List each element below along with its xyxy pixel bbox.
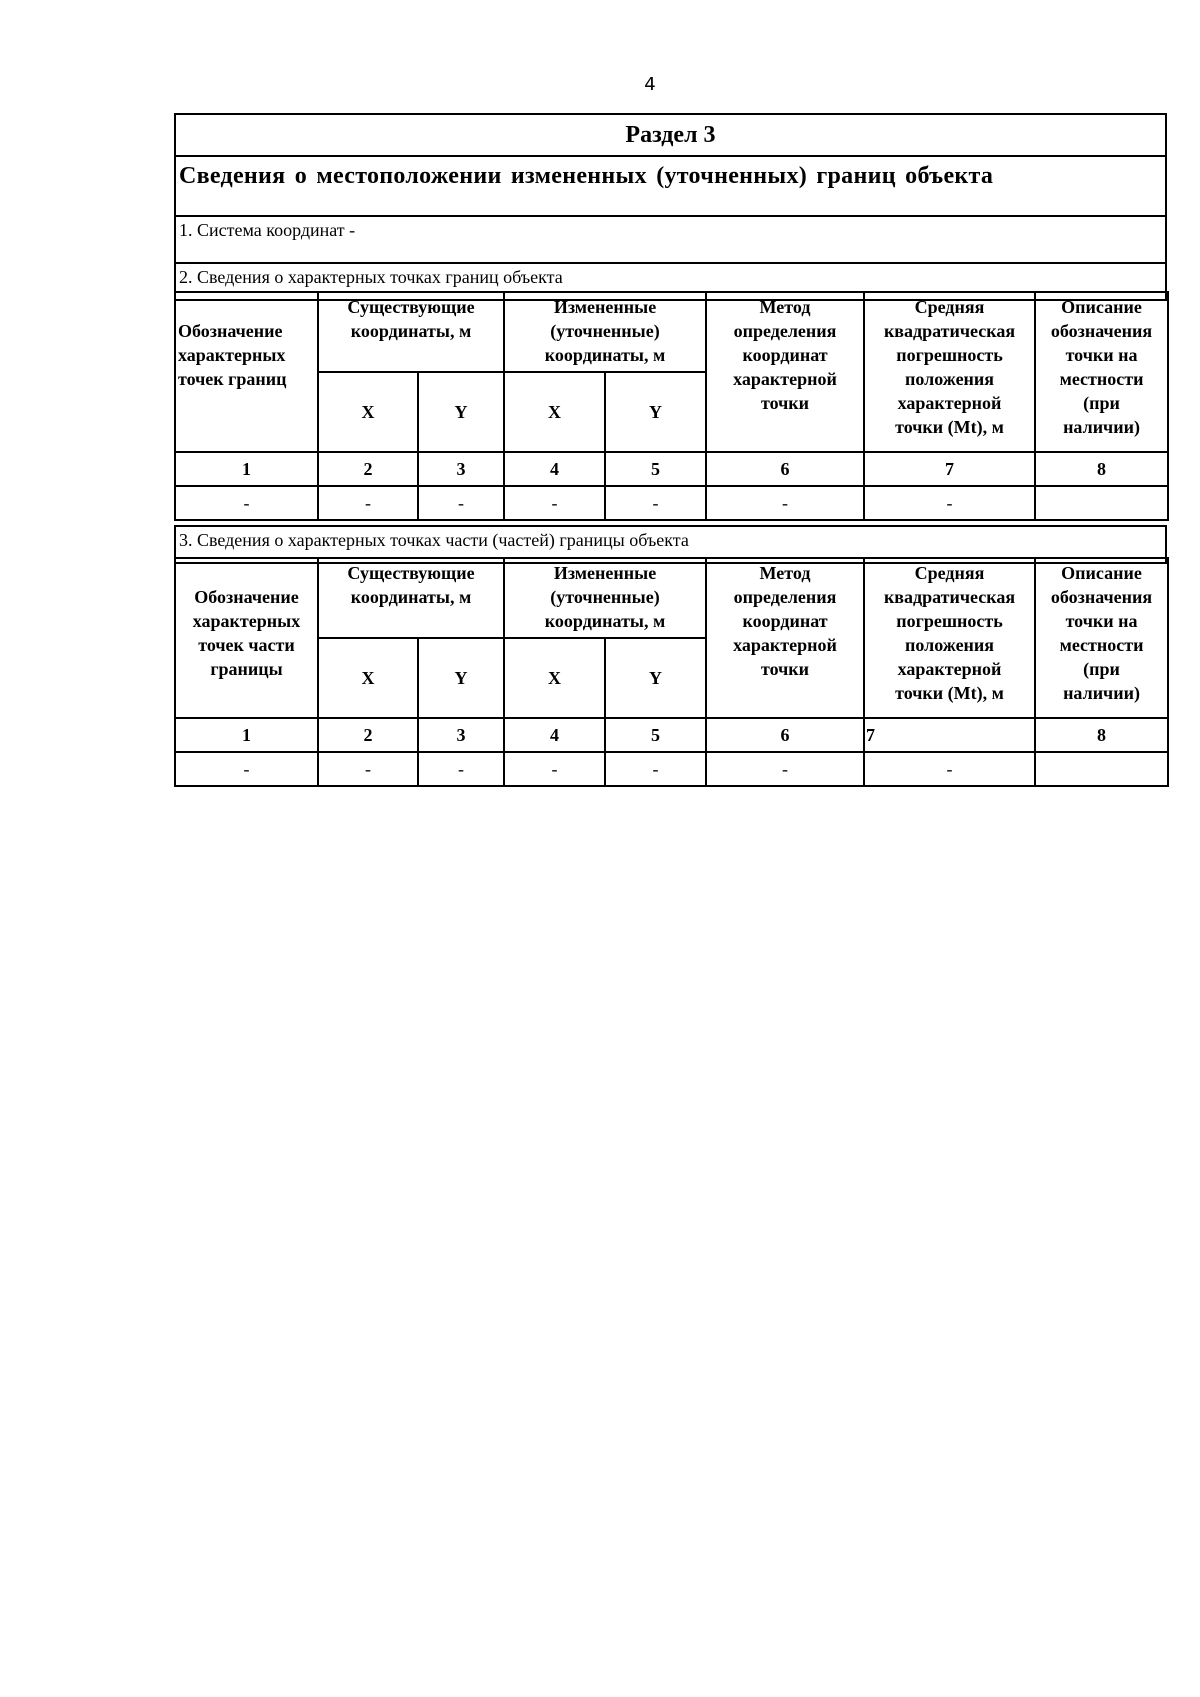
header-changed-x: X (504, 638, 605, 718)
header-changed-y: Y (605, 638, 706, 718)
table-row (175, 752, 1168, 786)
data-cell: - (605, 752, 706, 786)
header-line: положения (904, 635, 995, 655)
index-row (175, 452, 1168, 486)
header-line: наличии) (1063, 417, 1140, 437)
header-line: Описание (1061, 297, 1142, 317)
header-line: точек границ (178, 369, 287, 389)
data-cell: - (175, 486, 318, 520)
header-existing-y: Y (418, 638, 504, 718)
index-cell: 7 (864, 718, 1035, 752)
section-header-table (174, 113, 1167, 301)
header-line: точки на (1065, 611, 1138, 631)
index-row (175, 718, 1168, 752)
header-line: (при (1083, 659, 1120, 679)
header-line: границы (210, 659, 283, 679)
header-line: Средняя (914, 563, 985, 583)
index-cell: 6 (706, 718, 864, 752)
data-cell: - (864, 752, 1035, 786)
header-existing-coords (318, 292, 504, 372)
header-line: характерной (897, 659, 1002, 679)
header-changed-x: X (504, 372, 605, 452)
header-line: Существующие (347, 563, 475, 583)
header-line: характерных (192, 611, 301, 631)
header-line: (уточненные) (550, 321, 660, 341)
header-mean-error (864, 292, 1035, 452)
header-line: (уточненные) (550, 587, 660, 607)
data-cell: - (504, 486, 605, 520)
data-cell: - (706, 752, 864, 786)
header-line: квадратическая (883, 321, 1016, 341)
index-cell: 2 (318, 452, 418, 486)
header-line: Метод (759, 563, 811, 583)
coordinate-system: 1. Система координат - (175, 216, 1166, 263)
header-line: погрешность (896, 345, 1003, 365)
index-cell: 8 (1035, 718, 1168, 752)
header-line: точки (Mt), м (895, 683, 1004, 703)
index-cell: 6 (706, 452, 864, 486)
header-line: местности (1059, 635, 1144, 655)
index-cell: 3 (418, 452, 504, 486)
header-line: точки (Mt), м (895, 417, 1004, 437)
header-line: Измененные (553, 563, 657, 583)
header-line: характерной (733, 369, 837, 389)
header-description (1035, 558, 1168, 718)
header-line: Описание (1061, 563, 1142, 583)
header-line: Метод (759, 297, 811, 317)
index-cell: 2 (318, 718, 418, 752)
header-method (706, 558, 864, 718)
header-line: Измененные (553, 297, 657, 317)
header-changed-coords (504, 292, 706, 372)
header-line: координат (742, 345, 828, 365)
data-cell (1035, 486, 1168, 520)
header-changed-y: Y (605, 372, 706, 452)
header-line: (при (1083, 393, 1120, 413)
index-cell: 5 (605, 718, 706, 752)
header-line: квадратическая (883, 587, 1016, 607)
header-method (706, 292, 864, 452)
header-line: точки (760, 393, 810, 413)
section-title: Раздел 3 (175, 114, 1166, 156)
header-line: координаты, м (350, 587, 472, 607)
data-cell: - (318, 486, 418, 520)
header-line: наличии) (1063, 683, 1140, 703)
points-heading: 2. Сведения о характерных точках границ объекта (175, 263, 1166, 300)
header-line: координаты, м (350, 321, 472, 341)
header-existing-coords (318, 558, 504, 638)
boundary-points-table (174, 291, 1169, 521)
index-cell: 1 (175, 718, 318, 752)
header-line: положения (904, 369, 995, 389)
header-line: обозначения (1050, 321, 1153, 341)
data-cell: - (175, 752, 318, 786)
data-cell: - (418, 752, 504, 786)
index-cell: 7 (864, 452, 1035, 486)
header-designation (175, 558, 318, 718)
header-line: определения (733, 587, 837, 607)
boundary-part-points-table (174, 557, 1169, 787)
header-line: Существующие (347, 297, 475, 317)
data-cell (1035, 752, 1168, 786)
data-cell: - (318, 752, 418, 786)
index-cell: 5 (605, 452, 706, 486)
data-cell: - (504, 752, 605, 786)
header-existing-x: X (318, 638, 418, 718)
header-line: местности (1059, 369, 1144, 389)
data-cell: - (864, 486, 1035, 520)
header-line: координат (742, 611, 828, 631)
header-description (1035, 292, 1168, 452)
header-line: определения (733, 321, 837, 341)
header-designation (175, 292, 318, 452)
header-line: точек части (198, 635, 295, 655)
data-cell: - (418, 486, 504, 520)
header-line: точки на (1065, 345, 1138, 365)
index-cell: 4 (504, 452, 605, 486)
header-line: погрешность (896, 611, 1003, 631)
section-subtitle: Сведения о местоположении измененных (уточненных) границ объекта (175, 156, 1166, 216)
header-line: координаты, м (544, 611, 666, 631)
header-line: точки (760, 659, 810, 679)
header-line: характерной (733, 635, 837, 655)
header-existing-x: X (318, 372, 418, 452)
data-cell: - (706, 486, 864, 520)
header-line: Обозначение (178, 321, 283, 341)
parts-heading: 3. Сведения о характерных точках части (частей) границы объекта (175, 526, 1166, 563)
data-cell: - (605, 486, 706, 520)
header-line: Средняя (914, 297, 985, 317)
index-cell: 8 (1035, 452, 1168, 486)
header-mean-error (864, 558, 1035, 718)
header-existing-y: Y (418, 372, 504, 452)
page-number: 4 (644, 74, 656, 95)
header-changed-coords (504, 558, 706, 638)
index-cell: 4 (504, 718, 605, 752)
header-line: координаты, м (544, 345, 666, 365)
header-line: характерных (178, 345, 286, 365)
header-line: характерной (897, 393, 1002, 413)
index-cell: 1 (175, 452, 318, 486)
header-line: Обозначение (194, 587, 299, 607)
table-row (175, 486, 1168, 520)
index-cell: 3 (418, 718, 504, 752)
header-line: обозначения (1050, 587, 1153, 607)
